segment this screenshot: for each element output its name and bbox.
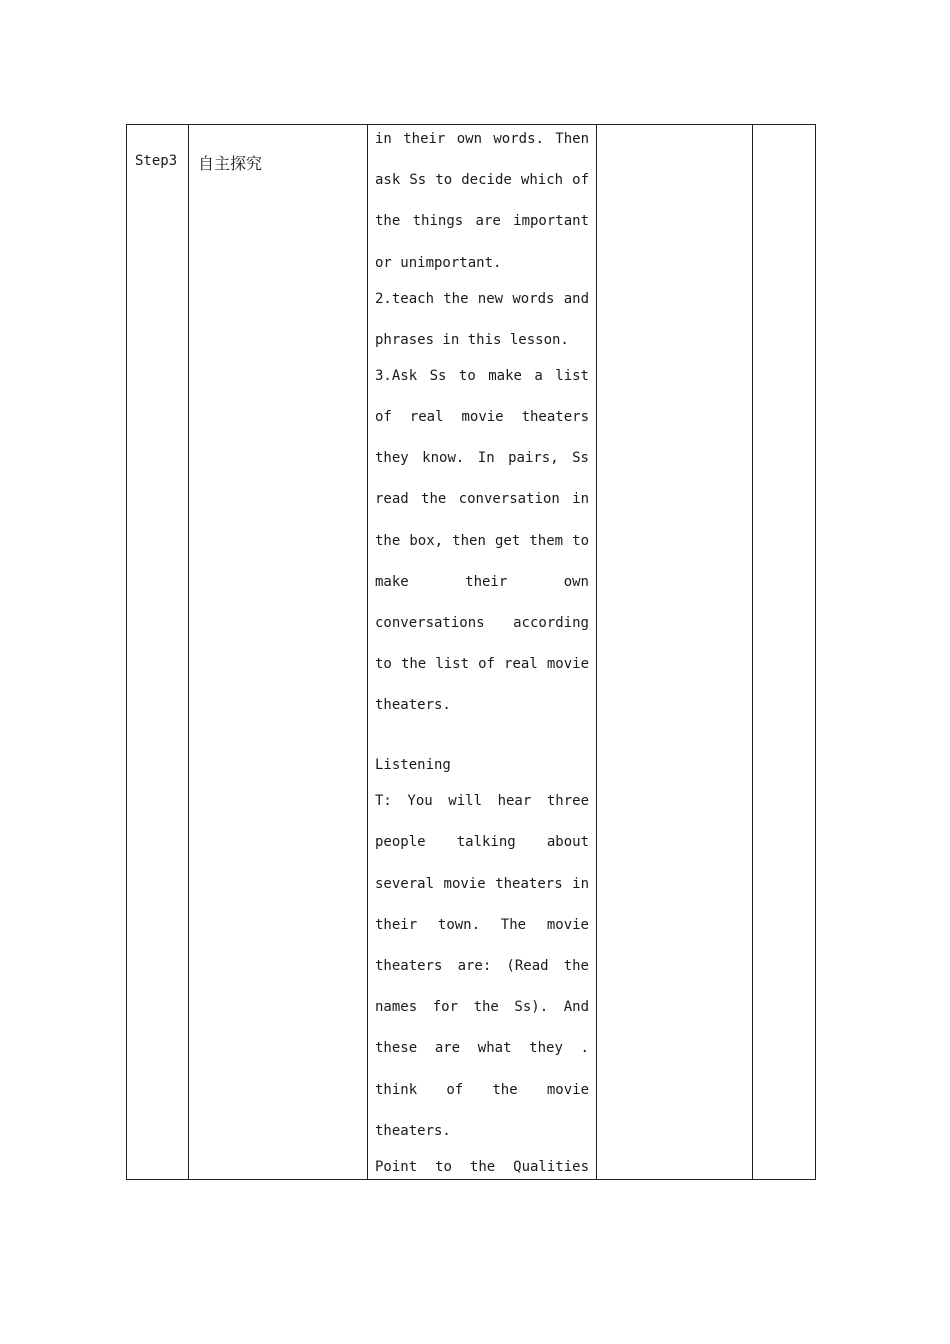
column-divider <box>188 125 189 1179</box>
content-line: the things are important <box>375 213 589 230</box>
stage-label: 自主探究 <box>198 154 263 173</box>
content-line: Point to the Qualities <box>375 1158 589 1175</box>
step-label: Step3 <box>135 153 178 169</box>
content-line: theaters are: (Read the <box>375 958 589 974</box>
content-line: or unimportant. <box>375 254 502 271</box>
column-divider <box>752 125 753 1179</box>
content-line: read the conversation in <box>375 491 589 508</box>
column-divider <box>596 125 597 1179</box>
content-line: 2.teach the new words and <box>375 290 589 307</box>
content-line: in their own words. Then <box>375 131 589 147</box>
content-line: several movie theaters in <box>375 875 589 892</box>
content-line: of real movie theaters <box>375 408 589 425</box>
content-line: T: You will hear three <box>375 793 589 810</box>
content-line: theaters. <box>375 697 451 714</box>
content-line: to the list of real movie <box>375 656 589 673</box>
content-line: names for the Ss). And <box>375 999 589 1016</box>
content-line: they know. In pairs, Ss <box>375 450 589 467</box>
content-line: ask Ss to decide which of <box>375 172 589 189</box>
content-line: people talking about <box>375 834 589 851</box>
lesson-plan-table <box>126 124 816 1180</box>
column-divider <box>367 125 368 1179</box>
content-line: conversations according <box>375 614 589 631</box>
content-line: these are what they . <box>375 1040 589 1057</box>
teaching-content <box>375 125 589 1194</box>
content-line: 3.Ask Ss to make a list <box>375 367 589 384</box>
content-line: make their own <box>375 573 589 590</box>
content-line: their town. The movie <box>375 916 589 933</box>
content-line: the box, then get them to <box>375 532 589 549</box>
content-line: phrases in this lesson. <box>375 331 569 348</box>
content-line: theaters. <box>375 1122 451 1139</box>
content-line: think of the movie <box>375 1081 589 1098</box>
content-line: Listening <box>375 757 451 774</box>
